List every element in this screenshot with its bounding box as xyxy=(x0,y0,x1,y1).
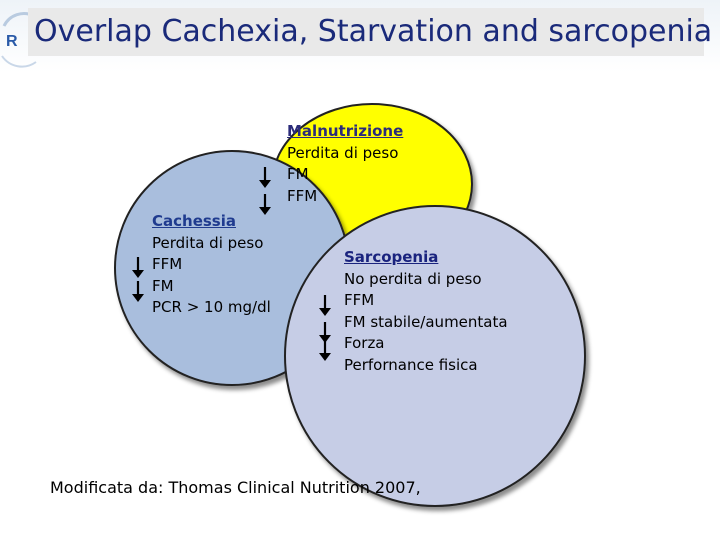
cachessia-label xyxy=(152,211,271,319)
slide-title: Overlap Cachexia, Starvation and sarcopenia xyxy=(28,8,704,56)
sarcopenia-heading: Sarcopenia xyxy=(344,248,439,266)
cachessia-line: Perdita di peso xyxy=(152,233,264,252)
cachessia-line: FM xyxy=(152,276,174,295)
malnutrizione-line: FFM xyxy=(287,186,318,205)
sarcopenia-line: Perfornance fisica xyxy=(344,355,478,374)
sarcopenia-line: FFM xyxy=(344,291,375,309)
sarcopenia-line: No perdita di peso xyxy=(344,269,482,288)
cachessia-line: PCR > 10 mg/dl xyxy=(152,298,271,316)
cachessia-line: FFM xyxy=(152,255,183,273)
malnutrizione-line: FM xyxy=(287,165,309,183)
malnutrizione-label xyxy=(287,121,403,207)
sarcopenia-line: FM stabile/aumentata xyxy=(344,312,508,331)
cachessia-heading: Cachessia xyxy=(152,212,236,230)
sarcopenia-line: Forza xyxy=(344,334,385,352)
svg-text:R: R xyxy=(6,33,18,50)
citation: Modificata da: Thomas Clinical Nutrition 2007, xyxy=(50,478,421,497)
malnutrizione-heading: Malnutrizione xyxy=(287,122,404,140)
malnutrizione-line: Perdita di peso xyxy=(287,143,399,162)
sarcopenia-label xyxy=(344,247,508,376)
